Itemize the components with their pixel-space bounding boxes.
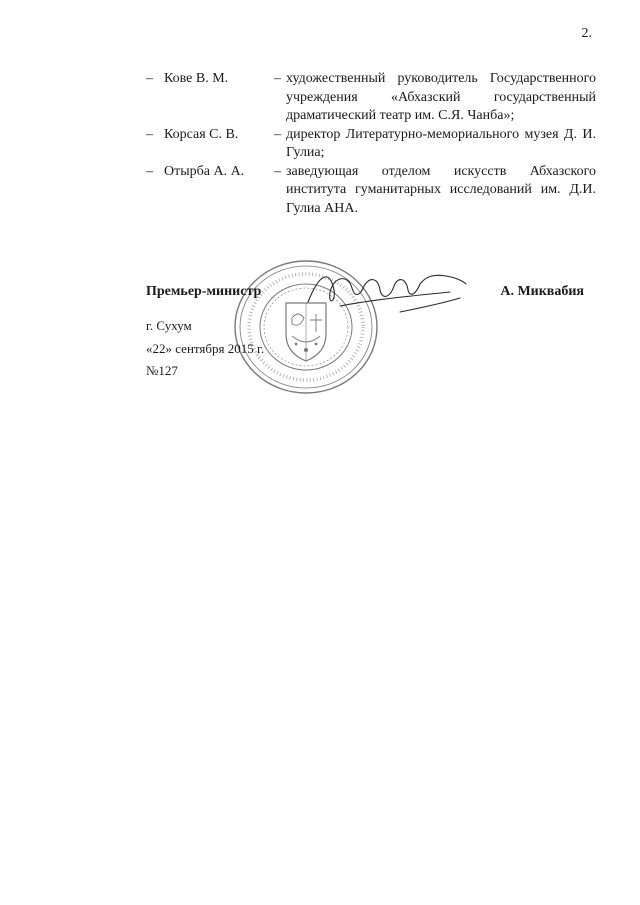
role-text: художественный руководитель Государственного учреждения «Абхазский государственный драматический театр им. С.Я. Чанба»;: [286, 71, 596, 123]
member-item: [146, 163, 596, 219]
date: «22» сентября 2015 г.: [146, 341, 265, 356]
members-list: [146, 70, 596, 218]
role-dash: –: [274, 71, 281, 86]
place: г. Сухум: [146, 318, 192, 333]
role-dash: –: [274, 126, 281, 142]
member-name: Отырба А. А.: [164, 163, 245, 179]
document-number: №127: [146, 363, 178, 378]
member-role: [274, 70, 596, 126]
signer-position: Премьер-министр: [146, 284, 262, 299]
role-text: заведующая отделом искусств Абхазского института гуманитарных исследований им. Д.И. Гулиа АНА.: [286, 163, 596, 216]
list-dash: –: [146, 126, 153, 142]
role-dash: –: [274, 163, 281, 179]
page-number: 2.: [581, 26, 592, 41]
signer-name: А. Миквабия: [500, 284, 584, 299]
member-role: [274, 126, 596, 163]
member-name: Корсая С. В.: [164, 126, 239, 142]
handwritten-signature-icon: [300, 262, 470, 322]
member-item: [146, 126, 596, 163]
role-text: директор Литературно-мемориального музея Д. И. Гулиа;: [286, 126, 596, 160]
list-dash: –: [146, 163, 153, 179]
list-dash: –: [146, 71, 153, 86]
member-role: [274, 163, 596, 219]
member-item: [146, 70, 596, 126]
member-name: Кове В. М.: [164, 71, 229, 86]
